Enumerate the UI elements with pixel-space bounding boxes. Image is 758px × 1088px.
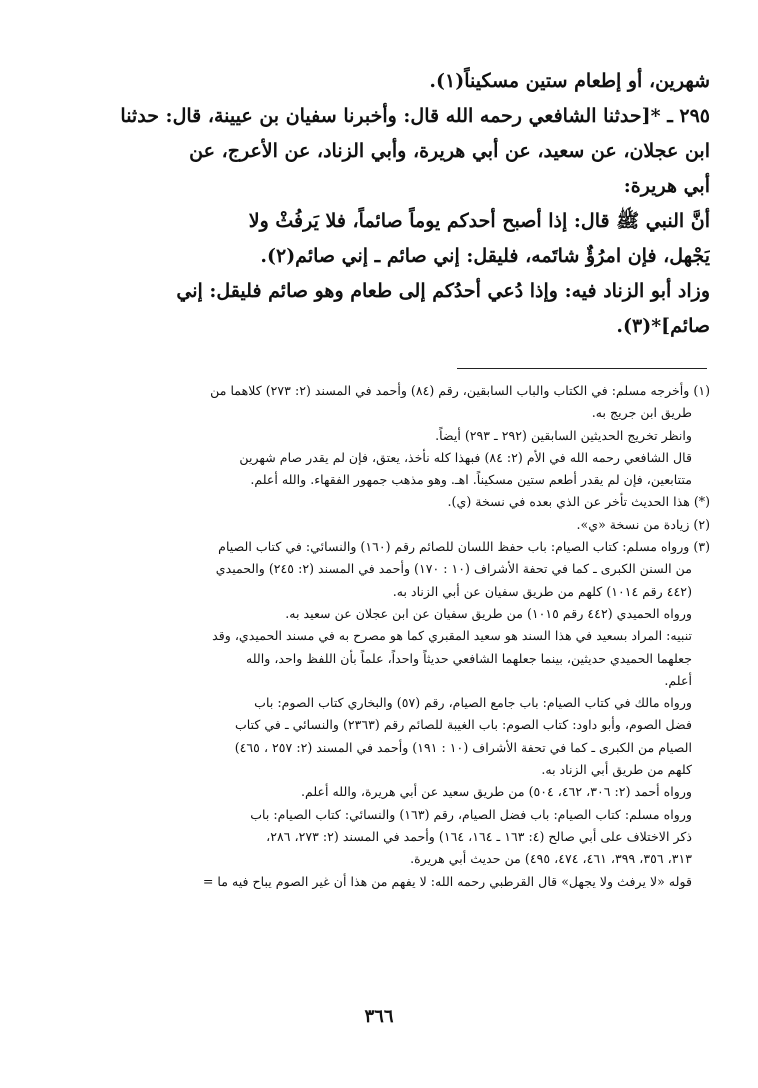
footnote-line: وانظر تخريج الحديثين السابقين (٢٩٢ ـ ٢٩٣) أيضاً.	[435, 427, 692, 443]
text-line: وزاد أبو الزناد فيه: وإذا دُعي أحدُكم إلى طعام وهو صائم فليقل: إني	[176, 280, 710, 302]
page-number: ٣٦٦	[364, 1006, 394, 1027]
footnote-separator	[457, 368, 707, 369]
footnote-line: ورواه أحمد (٢: ٣٠٦، ٤٦٢، ٥٠٤) من طريق سعيد عن أبي هريرة، والله أعلم.	[300, 784, 692, 800]
footnote-line: فضل الصوم، وأبو داود: كتاب الصوم: باب الغيبة للصائم رقم (٢٣٦٣) والنسائي ـ في كتاب	[234, 717, 692, 733]
footnotes	[60, 380, 710, 893]
footnote-line: تنبيه: المراد بسعيد في هذا السند هو سعيد المقبري كما هو مصرح به في مسند الحميدي، وقد	[212, 628, 692, 644]
footnote-line: (١) وأخرجه مسلم: في الكتاب والباب السابقين، رقم (٨٤) وأحمد في المسند (٢: ٢٧٣) كلاهما من	[210, 383, 710, 398]
footnote-line: كلهم من طريق أبي الزناد به.	[541, 762, 692, 778]
footnote-line: الصيام من الكبرى ـ كما في تحفة الأشراف (١٠ : ١٩١) وأحمد في المسند (٢: ٢٥٧ ، ٤٦٥)	[234, 739, 692, 755]
text-line: يَجْهل، فإن امرُؤٌ شاتَمه، فليقل: إني صائم ـ إني صائم(٢).	[260, 245, 710, 267]
footnote-line: ورواه مسلم: كتاب الصيام: باب فضل الصيام، رقم (١٦٣) والنسائي: كتاب الصيام: باب	[250, 806, 692, 822]
footnote-line: ذكر الاختلاف على أبي صالح (٤: ١٦٣ ـ ١٦٤، ١٦٤) وأحمد في المسند (٢: ٢٧٣، ٢٨٦،	[266, 828, 692, 844]
footnote-line: (*) هذا الحديث تأخر عن الذي بعده في نسخة (ي).	[447, 494, 710, 510]
footnote-line: (٢) زيادة من نسخة «ي».	[576, 516, 710, 532]
footnote-line: (٤٤٢ رقم ١٠١٤) كلهم من طريق سفيان عن أبي الزناد به.	[392, 583, 692, 599]
footnote-line: (٣) ورواه مسلم: كتاب الصيام: باب حفظ اللسان للصائم رقم (١٦٠) والنسائي: في كتاب الصيام	[218, 539, 710, 555]
text-line: *[حدثنا الشافعي رحمه الله قال: وأخبرنا سفيان بن عيينة، قال: حدثنا	[120, 105, 661, 127]
footnote-line: من السنن الكبرى ـ كما في تحفة الأشراف (١٠ : ١٧٠) وأحمد في المسند (٢: ٢٤٥) والحميدي	[215, 561, 692, 577]
text-line: أبي هريرة:	[623, 175, 710, 197]
footnote-line: قوله «لا يرفث ولا يجهل» قال القرطبي رحمه الله: لا يفهم من هذا أن غير الصوم يباح فيه ما =	[202, 873, 692, 889]
hadith-first-line	[92, 99, 710, 134]
footnote-line: جعلهما الحميدي حديثين، بينما جعلهما الشافعي حديثاً واحداً، علماً بأن اللفظ واحد، والله	[245, 650, 692, 666]
text-line: ابن عجلان، عن سعيد، عن أبي هريرة، وأبي الزناد، عن الأعرج، عن	[189, 140, 710, 162]
text-line: صائم]*(٣).	[616, 315, 710, 337]
footnote-line: ورواه الحميدي (٤٤٢ رقم ١٠١٥) من طريق سفيان عن ابن عجلان عن سعيد به.	[285, 605, 692, 621]
hadith-number: ٢٩٥ ـ	[667, 105, 710, 127]
footnote-line: قال الشافعي رحمه الله في الأم (٢: ٨٤) فبهذا كله نأخذ، يعتق، فإن لم يقدر صام شهرين	[239, 449, 692, 465]
main-text	[92, 64, 710, 344]
footnote-line: ٣١٣، ٣٥٦، ٣٩٩، ٤٦١، ٤٧٤، ٤٩٥) من حديث أبي هريرة.	[410, 851, 692, 867]
footnote-line: ورواه مالك في كتاب الصيام: باب جامع الصيام، رقم (٥٧) والبخاري كتاب الصوم: باب	[254, 695, 692, 711]
footnote-line: طريق ابن جريج به.	[591, 405, 692, 421]
text-line: شهرين، أو إطعام ستين مسكيناً(١).	[429, 70, 710, 92]
footnote-line: أعلم.	[664, 672, 692, 688]
footnote-line: متتابعين، فإن لم يقدر أطعم ستين مسكيناً. اهـ. وهو مذهب جمهور الفقهاء. والله أعلم.	[250, 472, 692, 488]
text-line: أنَّ النبي ﷺ قال: إذا أصبح أحدكم يوماً صائماً، فلا يَرفُثْ ولا	[248, 210, 710, 232]
